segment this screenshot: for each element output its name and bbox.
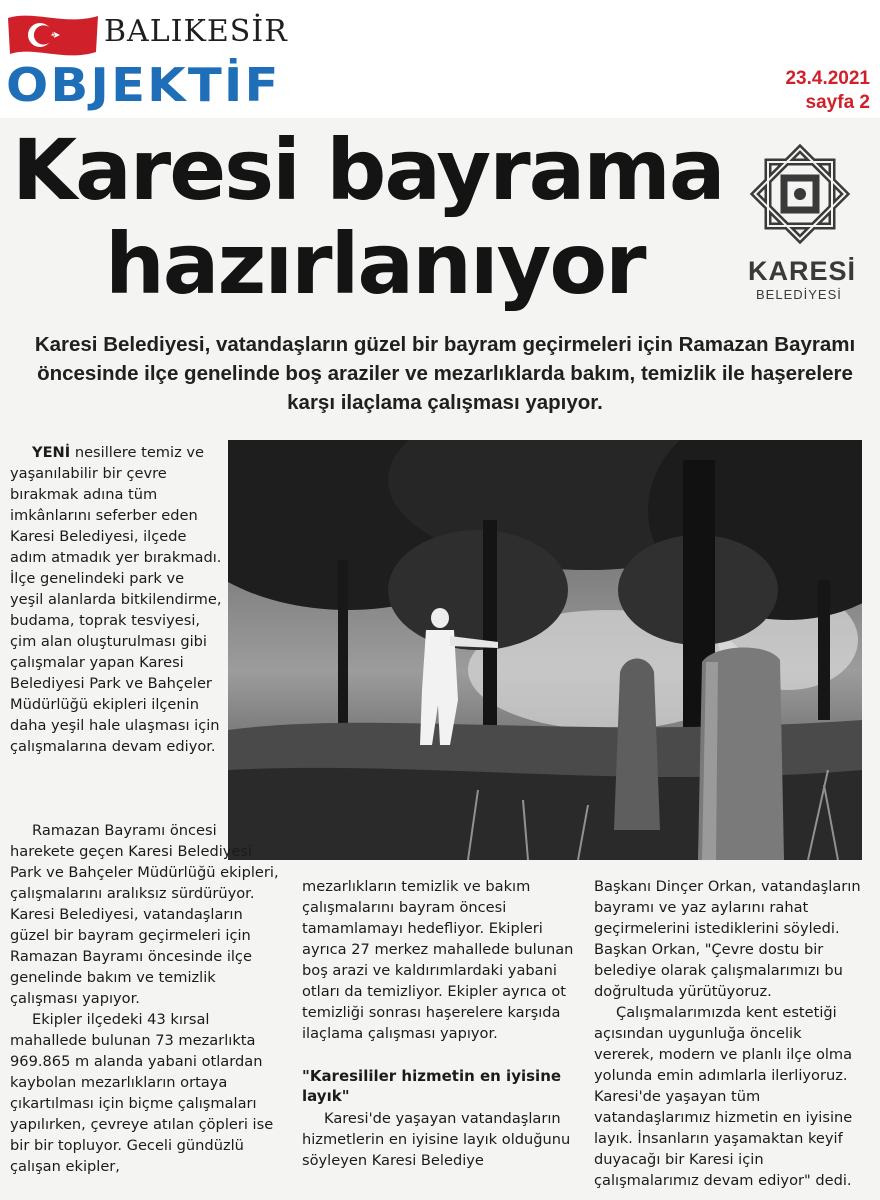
paragraph-3: Ekipler ilçedeki 43 kırsal mahallede bulunan 73 mezarlıkta 969.865 m alanda yabani otlardan kaybolan mezarlıkların ortaya çıkartılması için biçme çalışmaları yapılırken, çevreye atılan çöpleri ise bir bir topluyor. Geceli gündüzlü çalışan ekipler, [10, 1011, 274, 1175]
paragraph-6: Başkanı Dinçer Orkan, vatandaşların bayramı ve yaz aylarını rahat geçirmelerini istediklerini söyledi. Başkan Orkan, "Çevre dostu bir belediye olarak çalışmalarımızı bu doğrultuda yürütüyoruz. [594, 878, 861, 1000]
paragraph-2: Ramazan Bayramı öncesi harekete geçen Karesi Belediyesi Park ve Bahçeler Müdürlüğü ekipleri, çalışmalarını aralıksız sürdürüyor. Karesi Belediyesi, vatandaşların güzel bir bayram geçirmeleri için Ramazan Bayramı öncesinde ilçe genelinde bakım ve temizlik çalışması yapıyor. [10, 822, 279, 1007]
paper-name: OBJEKTİF [6, 58, 281, 112]
logo-subtitle: BELEDİYESİ [756, 287, 842, 302]
karesi-star-knot-icon [738, 132, 862, 256]
cemetery-spraying-photo [228, 440, 862, 860]
paragraph-7: Çalışmalarımızda kent estetiği açısından uygunluğa öncelik vererek, modern ve planlı ilçe olma yolunda emin adımlarla ilerliyoruz. Karesi'de yaşayan tüm vatandaşlarımız hizmetin en iyisine layık. İnsanların yaşamaktan keyif duyacağı bir Karesi için çalışmalarımız devam ediyor" dedi. [594, 1004, 853, 1189]
issue-date: 23.4.2021 [785, 68, 870, 89]
issue-page: sayfa 2 [805, 92, 870, 113]
paragraph-5: Karesi'de yaşayan vatandaşların hizmetlerin en iyisine layık olduğunu söyleyen Karesi Belediye [302, 1110, 571, 1169]
column-2 [302, 876, 574, 1171]
logo-name: KARESİ [748, 256, 857, 286]
headline-line-1: Karesi bayrama [12, 121, 724, 219]
paragraph-1: nesillere temiz ve yaşanılabilir bir çevre bırakmak adına tüm imkânlarını seferber eden Karesi Belediyesi, ilçede adım atmadık yer bırakmadı. İlçe genelindeki park ve yeşil alanlarda bitkilendirme, budama, toprak tesviyesi, çim alan oluşturulması gibi çalışmalar yapan Karesi Belediyesi Park ve Bahçeler Müdürlüğü ekipleri ilçenin daha yeşil hale ulaşması için çalışmalarına devam ediyor. [10, 444, 222, 755]
paper-city: BALIKESİR [104, 14, 288, 49]
lead-keyword: YENİ [32, 444, 71, 461]
article-subheading: "Karesililer hizmetin en iyisine layık" [302, 1067, 562, 1105]
column-1-bottom [10, 820, 280, 1177]
column-3 [594, 876, 866, 1191]
column-1-top [10, 442, 222, 757]
article-lead: Karesi Belediyesi, vatandaşların güzel bir bayram geçirmeleri için Ramazan Bayramı öncesinde ilçe genelinde boş araziler ve mezarlıklarda bakım, temizlik ile haşerelere karşı ilaçlama çalışması yapıyor. [34, 333, 856, 414]
headline-line-2: hazırlanıyor [105, 215, 645, 313]
turkish-flag-icon [4, 8, 102, 60]
paragraph-4: mezarlıkların temizlik ve bakım çalışmalarını bayram öncesi tamamlamayı hedefliyor. Ekipleri ayrıca 27 merkez mahallede bulunan boş arazi ve kaldırımlardaki yabani otları da temizliyor. Ekipler ayrıca ot temizliği sonrası haşerelere karşıda ilaçlama çalışması yapıyor. [302, 878, 574, 1042]
